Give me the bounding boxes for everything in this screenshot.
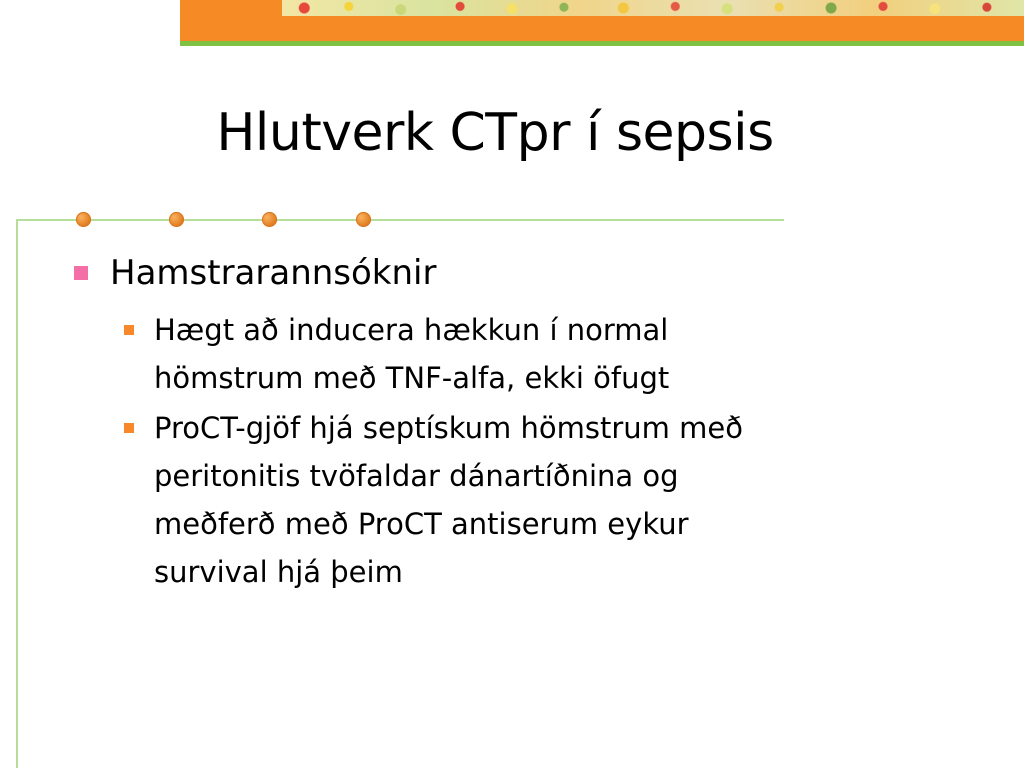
slide-body <box>70 248 890 598</box>
decorative-dot <box>356 212 371 227</box>
square-bullet-icon <box>124 325 134 335</box>
sub-bullet-line: meðferð með ProCT antiserum eykur <box>154 507 689 541</box>
bullet-item <box>70 248 890 298</box>
square-bullet-icon <box>74 266 88 280</box>
sub-bullet-list <box>70 306 890 596</box>
decorative-dot <box>76 212 91 227</box>
sub-bullet-line: ProCT-gjöf hjá septískum hömstrum með <box>154 411 743 445</box>
flower-banner-image <box>282 0 1024 16</box>
square-bullet-icon <box>124 423 134 433</box>
bullet-text: Hamstrarannsóknir <box>110 253 437 293</box>
sub-bullet-line: hömstrum með TNF-alfa, ekki öfugt <box>154 361 670 395</box>
slide-title: Hlutverk CTpr í sepsis <box>216 103 774 163</box>
header-green-line <box>180 41 1024 46</box>
vertical-divider <box>16 219 18 768</box>
decorative-dot <box>262 212 277 227</box>
sub-bullet-item <box>70 306 890 402</box>
sub-bullet-line: Hægt að inducera hækkun í normal <box>154 313 669 347</box>
sub-bullet-item <box>70 404 890 596</box>
horizontal-divider <box>16 219 784 221</box>
sub-bullet-line: peritonitis tvöfaldar dánartíðnina og <box>154 459 679 493</box>
sub-bullet-line: survival hjá þeim <box>154 555 403 589</box>
decorative-dot <box>169 212 184 227</box>
header-decoration-band <box>180 0 1024 46</box>
